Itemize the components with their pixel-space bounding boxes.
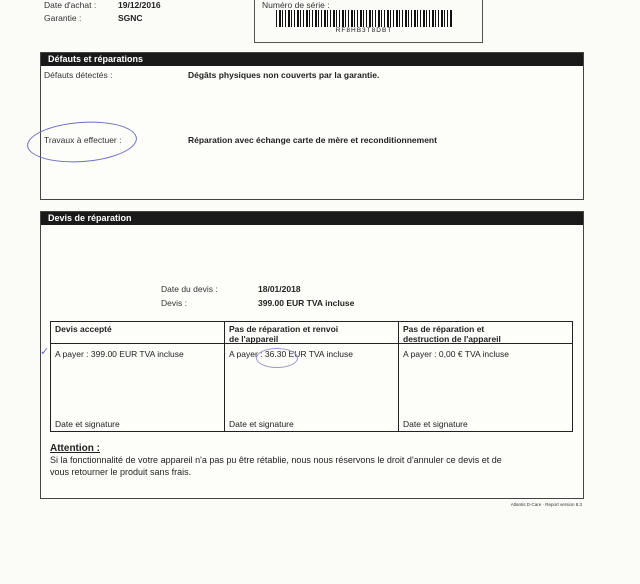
attention-line-1: Si la fonctionnalité de votre appareil n'a pas pu être rétablie, nous nous réservons le droit d'annuler ce devis et de bbox=[50, 455, 502, 465]
handwritten-amount-circle bbox=[256, 348, 298, 368]
handwritten-tick-mark: ✓ bbox=[40, 346, 50, 358]
defects-header: Défauts et réparations bbox=[41, 53, 583, 66]
quote-amount-label: Devis : bbox=[161, 298, 187, 308]
attention-line-2: vous retourner le produit sans frais. bbox=[50, 467, 192, 477]
option-destroy-title-line2: destruction de l'appareil bbox=[403, 334, 501, 344]
warranty-label: Garantie : bbox=[44, 13, 82, 23]
work-label: Travaux à effectuer : bbox=[44, 135, 122, 145]
option-destroy-pay: A payer : 0,00 € TVA incluse bbox=[403, 349, 510, 359]
serial-label: Numéro de série : bbox=[262, 0, 330, 10]
serial-value: RF8HB3T8DBT bbox=[335, 27, 393, 34]
quote-header: Devis de réparation bbox=[41, 212, 583, 225]
attention-title: Attention : bbox=[50, 443, 100, 454]
serial-box-left-border bbox=[254, 0, 255, 42]
option-return-pay: A payer : 36.30 EUR TVA incluse bbox=[229, 349, 353, 359]
quote-options-table bbox=[50, 321, 573, 432]
purchase-date-value: 19/12/2016 bbox=[118, 0, 161, 10]
option-accepted-title bbox=[51, 322, 224, 344]
work-value: Réparation avec échange carte de mère et reconditionnement bbox=[188, 135, 437, 145]
purchase-date-label: Date d'achat : bbox=[44, 0, 97, 10]
serial-box-right-border bbox=[482, 0, 483, 42]
option-accepted-title-line1: Devis accepté bbox=[55, 324, 112, 334]
serial-barcode bbox=[276, 10, 452, 27]
serial-box-bottom-border bbox=[254, 42, 483, 43]
quote-date-value: 18/01/2018 bbox=[258, 284, 301, 294]
quote-amount-value: 399.00 EUR TVA incluse bbox=[258, 298, 355, 308]
option-return[interactable] bbox=[225, 322, 399, 431]
defects-detected-value: Dégâts physiques non couverts par la garantie. bbox=[188, 70, 380, 80]
option-accepted-pay: A payer : 399.00 EUR TVA incluse bbox=[55, 349, 184, 359]
quote-date-label: Date du devis : bbox=[161, 284, 218, 294]
option-accepted-signature: Date et signature bbox=[55, 419, 120, 429]
option-return-title bbox=[225, 322, 398, 344]
option-return-title-line1: Pas de réparation et renvoi bbox=[229, 324, 339, 334]
option-return-title-line2: de l'appareil bbox=[229, 334, 279, 344]
footer-note: Atlantis D-Care · Report version 8.3 bbox=[510, 502, 582, 507]
warranty-value: SGNC bbox=[118, 13, 143, 23]
option-destroy-title-line1: Pas de réparation et bbox=[403, 324, 485, 334]
option-destroy-signature: Date et signature bbox=[403, 419, 468, 429]
option-accepted[interactable] bbox=[51, 322, 225, 431]
option-destroy[interactable] bbox=[399, 322, 572, 431]
option-return-signature: Date et signature bbox=[229, 419, 294, 429]
option-destroy-title bbox=[399, 322, 572, 344]
defects-detected-label: Défauts détectés : bbox=[44, 70, 113, 80]
